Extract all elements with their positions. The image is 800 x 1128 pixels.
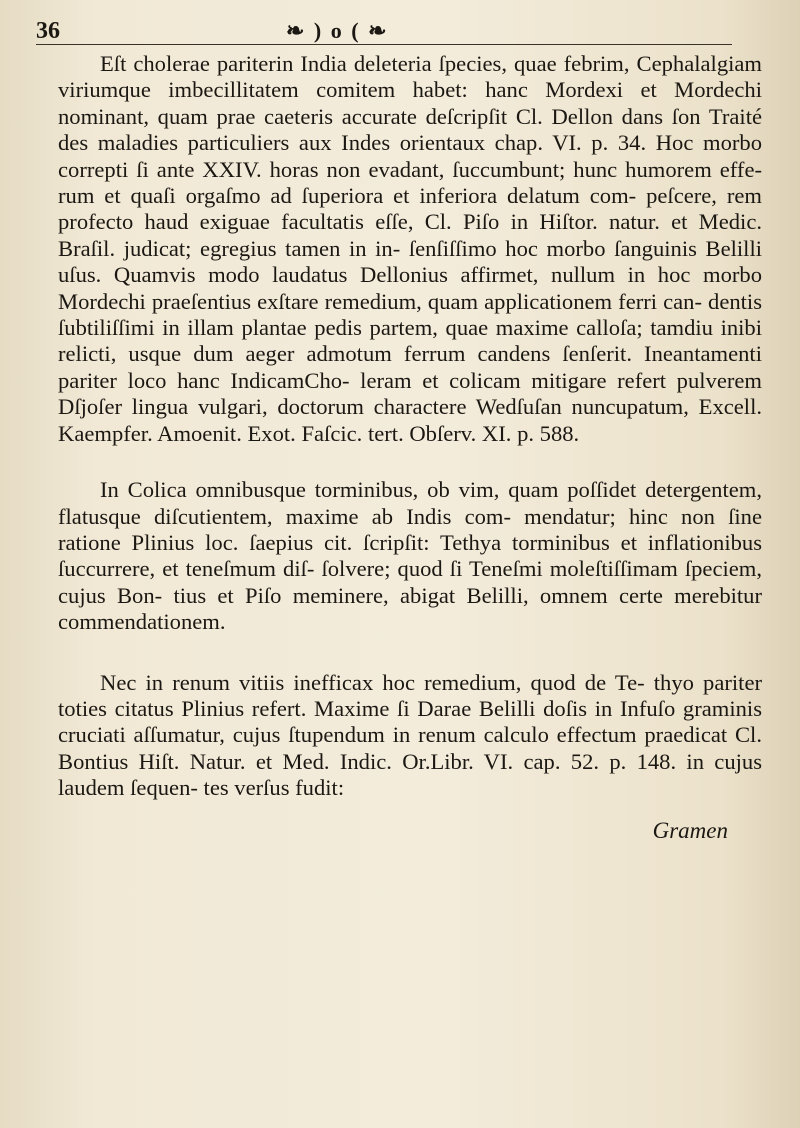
catchword: Gramen <box>652 817 728 843</box>
paragraph-colica: In Colica omnibusque torminibus, ob vim, quam poſſidet detergentem, flatusque diſcutientem, maxime ab Indis com- mendatur; hinc non ſine ratione Plinius loc. ſaepius cit. ſcripſit: Tethya torminibus et inflationibus ſuccurrere, et teneſmum diſ- ſolvere; quod ſi Teneſmi moleſtiſſimam ſpeciem, cujus Bon- tius et Piſo meminere, abigat Belilli, omnem certe merebitur commendationem. <box>58 477 762 635</box>
page-number: 36 <box>36 17 60 44</box>
running-header <box>36 18 732 45</box>
body-text <box>58 51 762 802</box>
paragraph-cholera: Eſt cholerae pariterin India deleteria ſpecies, quae febrim, Cephalalgiam viriumque imbecillitatem comitem habet: hanc Mordexi et Mordechi nominant, quam prae caeteris accurate deſcripſit Cl. Dellon dans ſon Traité des maladies particuliers aux Indes orientaux chap. VI. p. 34. Hoc morbo correpti ſi ante XXIV. horas non evadant, ſuccumbunt; hunc humorem effe- rum et quaſi orgaſmo ad ſuperiora et inferiora delatum com- peſcere, rem profecto haud exiguae facultatis eſſe, Cl. Piſo in Hiſtor. natur. et Medic. Braſil. judicat; egregius tamen in in- ſenſiſſimo hoc morbo ſanguinis Belilli uſus. Quamvis modo laudatus Dellonius affirmet, nullum in hoc morbo Mordechi praeſentius exſtare remedium, quam applicationem ferri can- dentis ſubtiliſſimi in illam plantae pedis partem, quae maxime calloſa; tamdiu inibi relicti, usque dum aeger admotum ferrum candens ſenſerit. Ineantamenti pariter loco hanc IndicamCho- leram et colicam mitigare refert pulverem Dſjoſer lingua vulgari, doctorum charactere Wedſuſan nuncupatum, Excell. Kaempfer. Amoenit. Exot. Faſcic. tert. Obſerv. XI. p. 588. <box>58 51 762 446</box>
header-ornament: ❧ ) o ( ❧ <box>286 18 389 43</box>
paragraph-renum: Nec in renum vitiis inefficax hoc remedium, quod de Te- thyo pariter toties citatus Plinius refert. Maxime ſi Darae Belilli doſis in Infuſo graminis cruciati aſſumatur, cujus ſtupendum in renum calculo effectum praedicat Cl. Bontius Hiſt. Natur. et Med. Indic. Or.Libr. VI. cap. 52. p. 148. in cujus laudem ſequen- tes verſus fudit: <box>58 669 762 801</box>
